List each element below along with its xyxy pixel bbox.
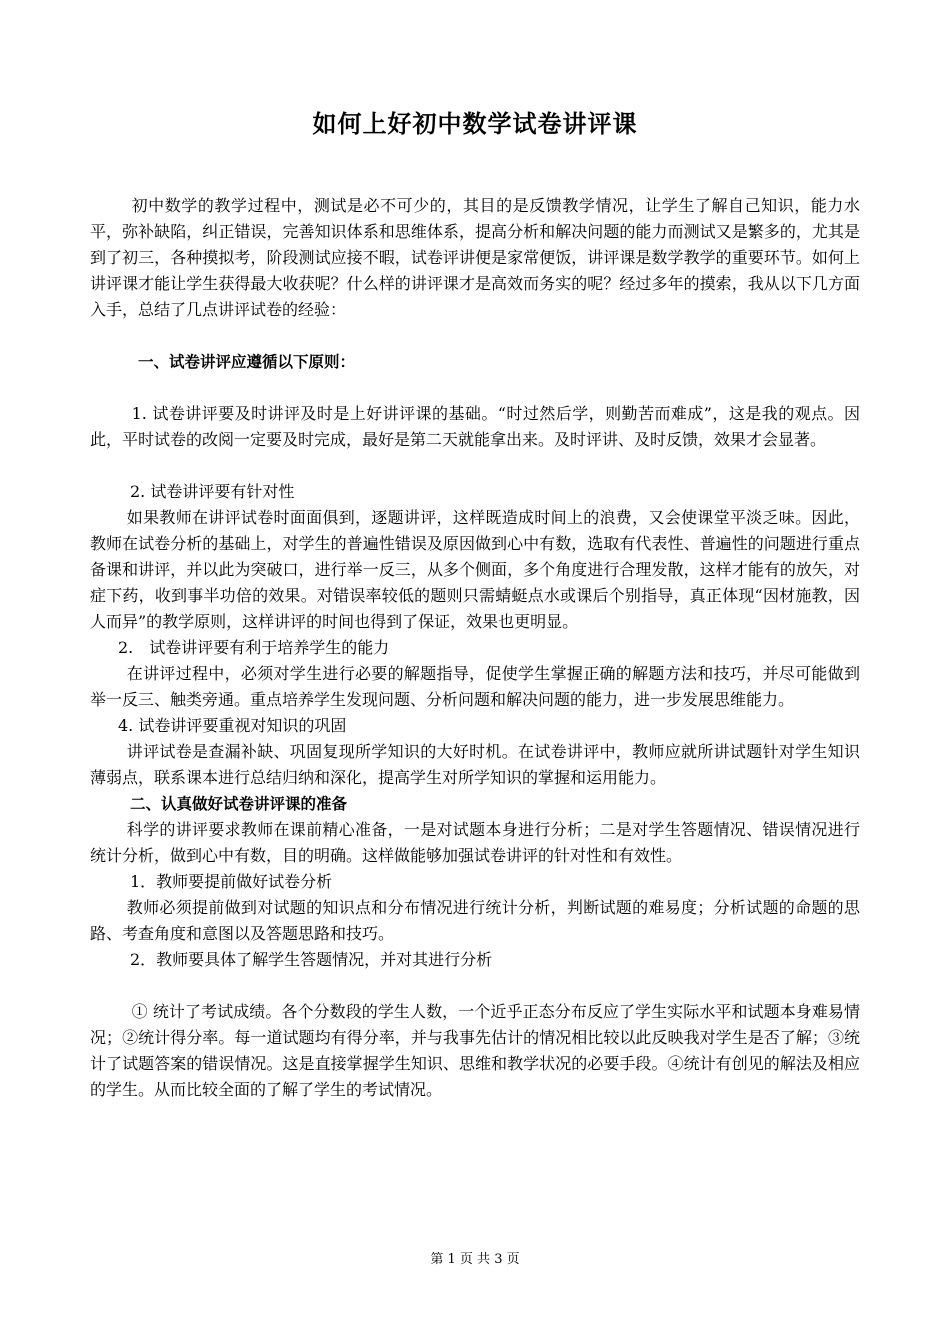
section2-point2-body: ① 统计了考试成绩。各个分数段的学生人数，一个近乎正态分布反应了学生实际水平和试题本身难易情况；②统计得分率。每一道试题均有得分率，并与我事先估计的情况相比较以此反映我对学生是否了解；③统计了试题答案的错误情况。这是直接掌握学生知识、思维和教学状况的必要手段。④统计有创见的解法及相应的学生。从而比较全面的了解了学生的考试情况。	[90, 1002, 860, 1099]
section1-point2-body: 如果教师在讲评试卷时面面俱到，逐题讲评，这样既造成时间上的浪费，又会使课堂平淡乏味。因此，教师在试卷分析的基础上，对学生的普遍性错误及原因做到心中有数，选取有代表性、普遍性的问题进行重点备课和讲评，并以此为突破口，进行举一反三，从多个侧面，多个角度进行合理发散，这样才能有的放矢，对症下药，收到事半功倍的效果。对错误率较低的题则只需蜻蜓点水或课后个别指导，真正体现“因材施教，因人而异”的教学原则，这样讲评的时间也得到了保证，效果也更明显。	[90, 508, 860, 631]
section2-heading: 二、认真做好试卷讲评课的准备	[130, 795, 348, 813]
section1-point2-title: 2. 试卷讲评要有针对性	[130, 482, 295, 501]
section1-point4-body: 讲评试卷是查漏补缺、巩固复现所学知识的大好时机。在试卷讲评中，教师应就所讲试题针对学生知识薄弱点，联系课本进行总结归纳和深化，提高学生对所学知识的掌握和运用能力。	[90, 742, 860, 787]
section1-point3-body: 在讲评过程中，必须对学生进行必要的解题指导，促使学生掌握正确的解题方法和技巧，并尽可能做到举一反三、触类旁通。重点培养学生发现问题、分析问题和解决问题的能力，进一步发展思维能力。	[90, 664, 860, 709]
section1-point1: 1. 试卷讲评要及时讲评及时是上好讲评课的基础。“时过然后学，则勤苦而难成”，这是我的观点。因此，平时试卷的改阅一定要及时完成，最好是第二天就能拿出来。及时评讲、及时反馈，效果才会显著。	[90, 404, 860, 449]
page-title: 如何上好初中数学试卷讲评课	[312, 110, 638, 138]
section1-heading: 一、试卷讲评应遵循以下原则：	[138, 353, 356, 371]
section2-point1-body: 教师必须提前做到对试题的知识点和分布情况进行统计分析，判断试题的难易度；分析试题的命题的思路、考查角度和意图以及答题思路和技巧。	[90, 898, 860, 943]
section2-intro: 科学的讲评要求教师在课前精心准备，一是对试题本身进行分析；二是对学生答题情况、错误情况进行统计分析，做到心中有数，目的明确。这样做能够加强试卷讲评的针对性和有效性。	[90, 820, 860, 865]
section2-point2-title: 2．教师要具体了解学生答题情况，并对其进行分析	[130, 950, 493, 969]
section1-point4-title: 4. 试卷讲评要重视对知识的巩固	[118, 716, 347, 735]
page-footer: 第 1 页 共 3 页	[430, 1252, 520, 1267]
section2-point1-title: 1．教师要提前做好试卷分析	[130, 872, 333, 891]
intro-paragraph: 初中数学的教学过程中，测试是必不可少的，其目的是反馈教学情况，让学生了解自己知识，能力水平，弥补缺陷，纠正错误，完善知识体系和思维体系，提高分析和解决问题的能力而测试又是繁多的，尤其是到了初三，各种摸拟考，阶段测试应接不暇，试卷评讲便是家常便饭，讲评课是数学教学的重要环节。如何上讲评课才能让学生获得最大收获呢？什么样的讲评课才是高效而务实的呢？经过多年的摸索，我从以下几方面入手，总结了几点讲评试卷的经验：	[90, 196, 860, 319]
section1-point3-title: 2. 试卷讲评要有利于培养学生的能力	[118, 638, 390, 657]
document-body	[90, 193, 860, 1103]
